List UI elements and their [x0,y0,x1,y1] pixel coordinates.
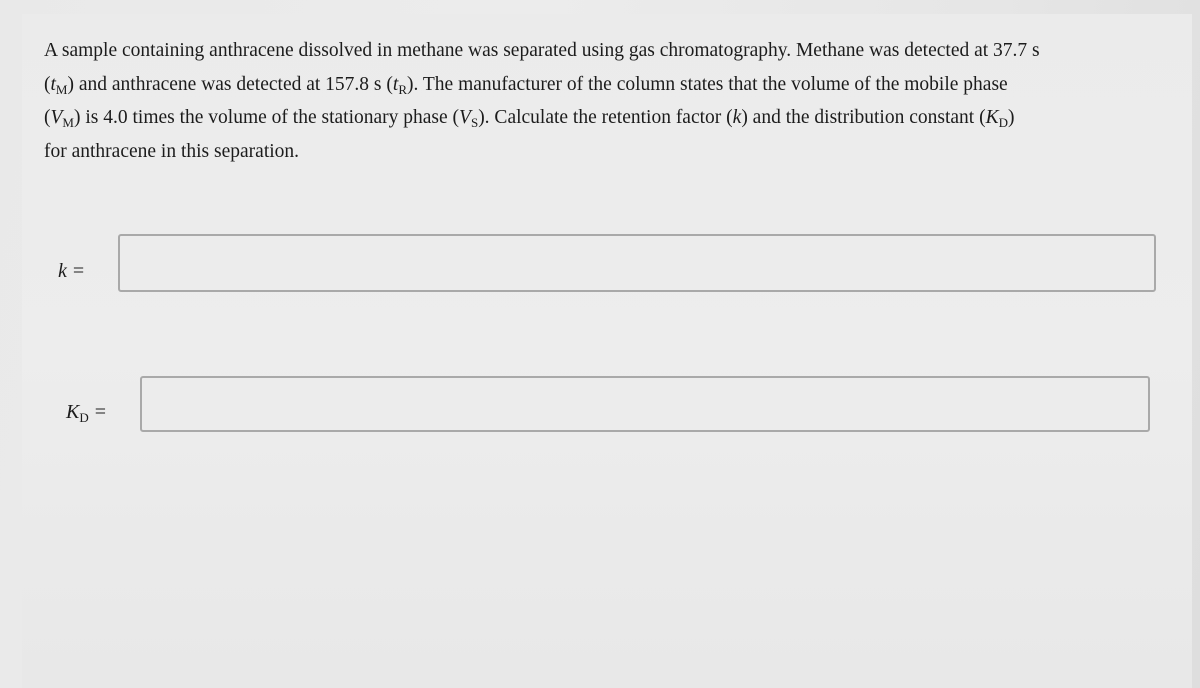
question-line-3-mid3: ) and the distribution constant ( [741,107,986,128]
v-s-symbol: V [459,107,471,128]
k-symbol: k [732,107,742,128]
question-line-2-end: ). The manufacturer of the column states that the volume of the mobile phase [406,73,1008,95]
d-subscript: D [998,115,1008,130]
kd-label-subscript: D [79,410,89,425]
kd-field-label [66,401,106,424]
t-r-symbol: t [392,73,399,95]
question-text [44,34,1184,168]
question-line-3-mid: ) is 4.0 times the volume of the stationary phase ( [73,107,460,128]
k-field-label [58,260,84,283]
k-answer-input[interactable] [118,234,1156,292]
question-line-1 [44,34,1184,68]
s-subscript: S [470,115,479,130]
question-line-4-text: for anthracene in this separation. [44,140,300,162]
equals-sign: = [94,401,107,423]
question-line-3-mid2: ). Calculate the retention factor ( [478,107,733,128]
t-m-symbol: t [50,73,56,95]
question-line-3 [44,101,1184,135]
paren-close: ) [1007,107,1015,128]
question-line-2 [44,68,1184,102]
question-line-2-mid: ) and anthracene was detected at 157.8 s ( [67,73,393,95]
kd-symbol: K [985,107,999,128]
paren-open: ( [44,73,51,95]
kd-answer-input[interactable] [140,376,1150,432]
paren-open: ( [44,107,51,128]
question-line-4 [44,135,1184,169]
m-subscript: M [62,115,74,130]
equals-sign: = [72,260,85,282]
v-m-symbol: V [50,107,63,128]
kd-label-symbol: K [66,401,80,423]
question-page [22,14,1192,688]
k-label-symbol: k [58,260,67,282]
r-subscript: R [398,81,407,97]
m-subscript: M [55,81,68,97]
question-line-1-text: A sample containing anthracene dissolved in methane was separated using gas chromatography. Methane was detected at 37.7 s [44,40,1040,61]
